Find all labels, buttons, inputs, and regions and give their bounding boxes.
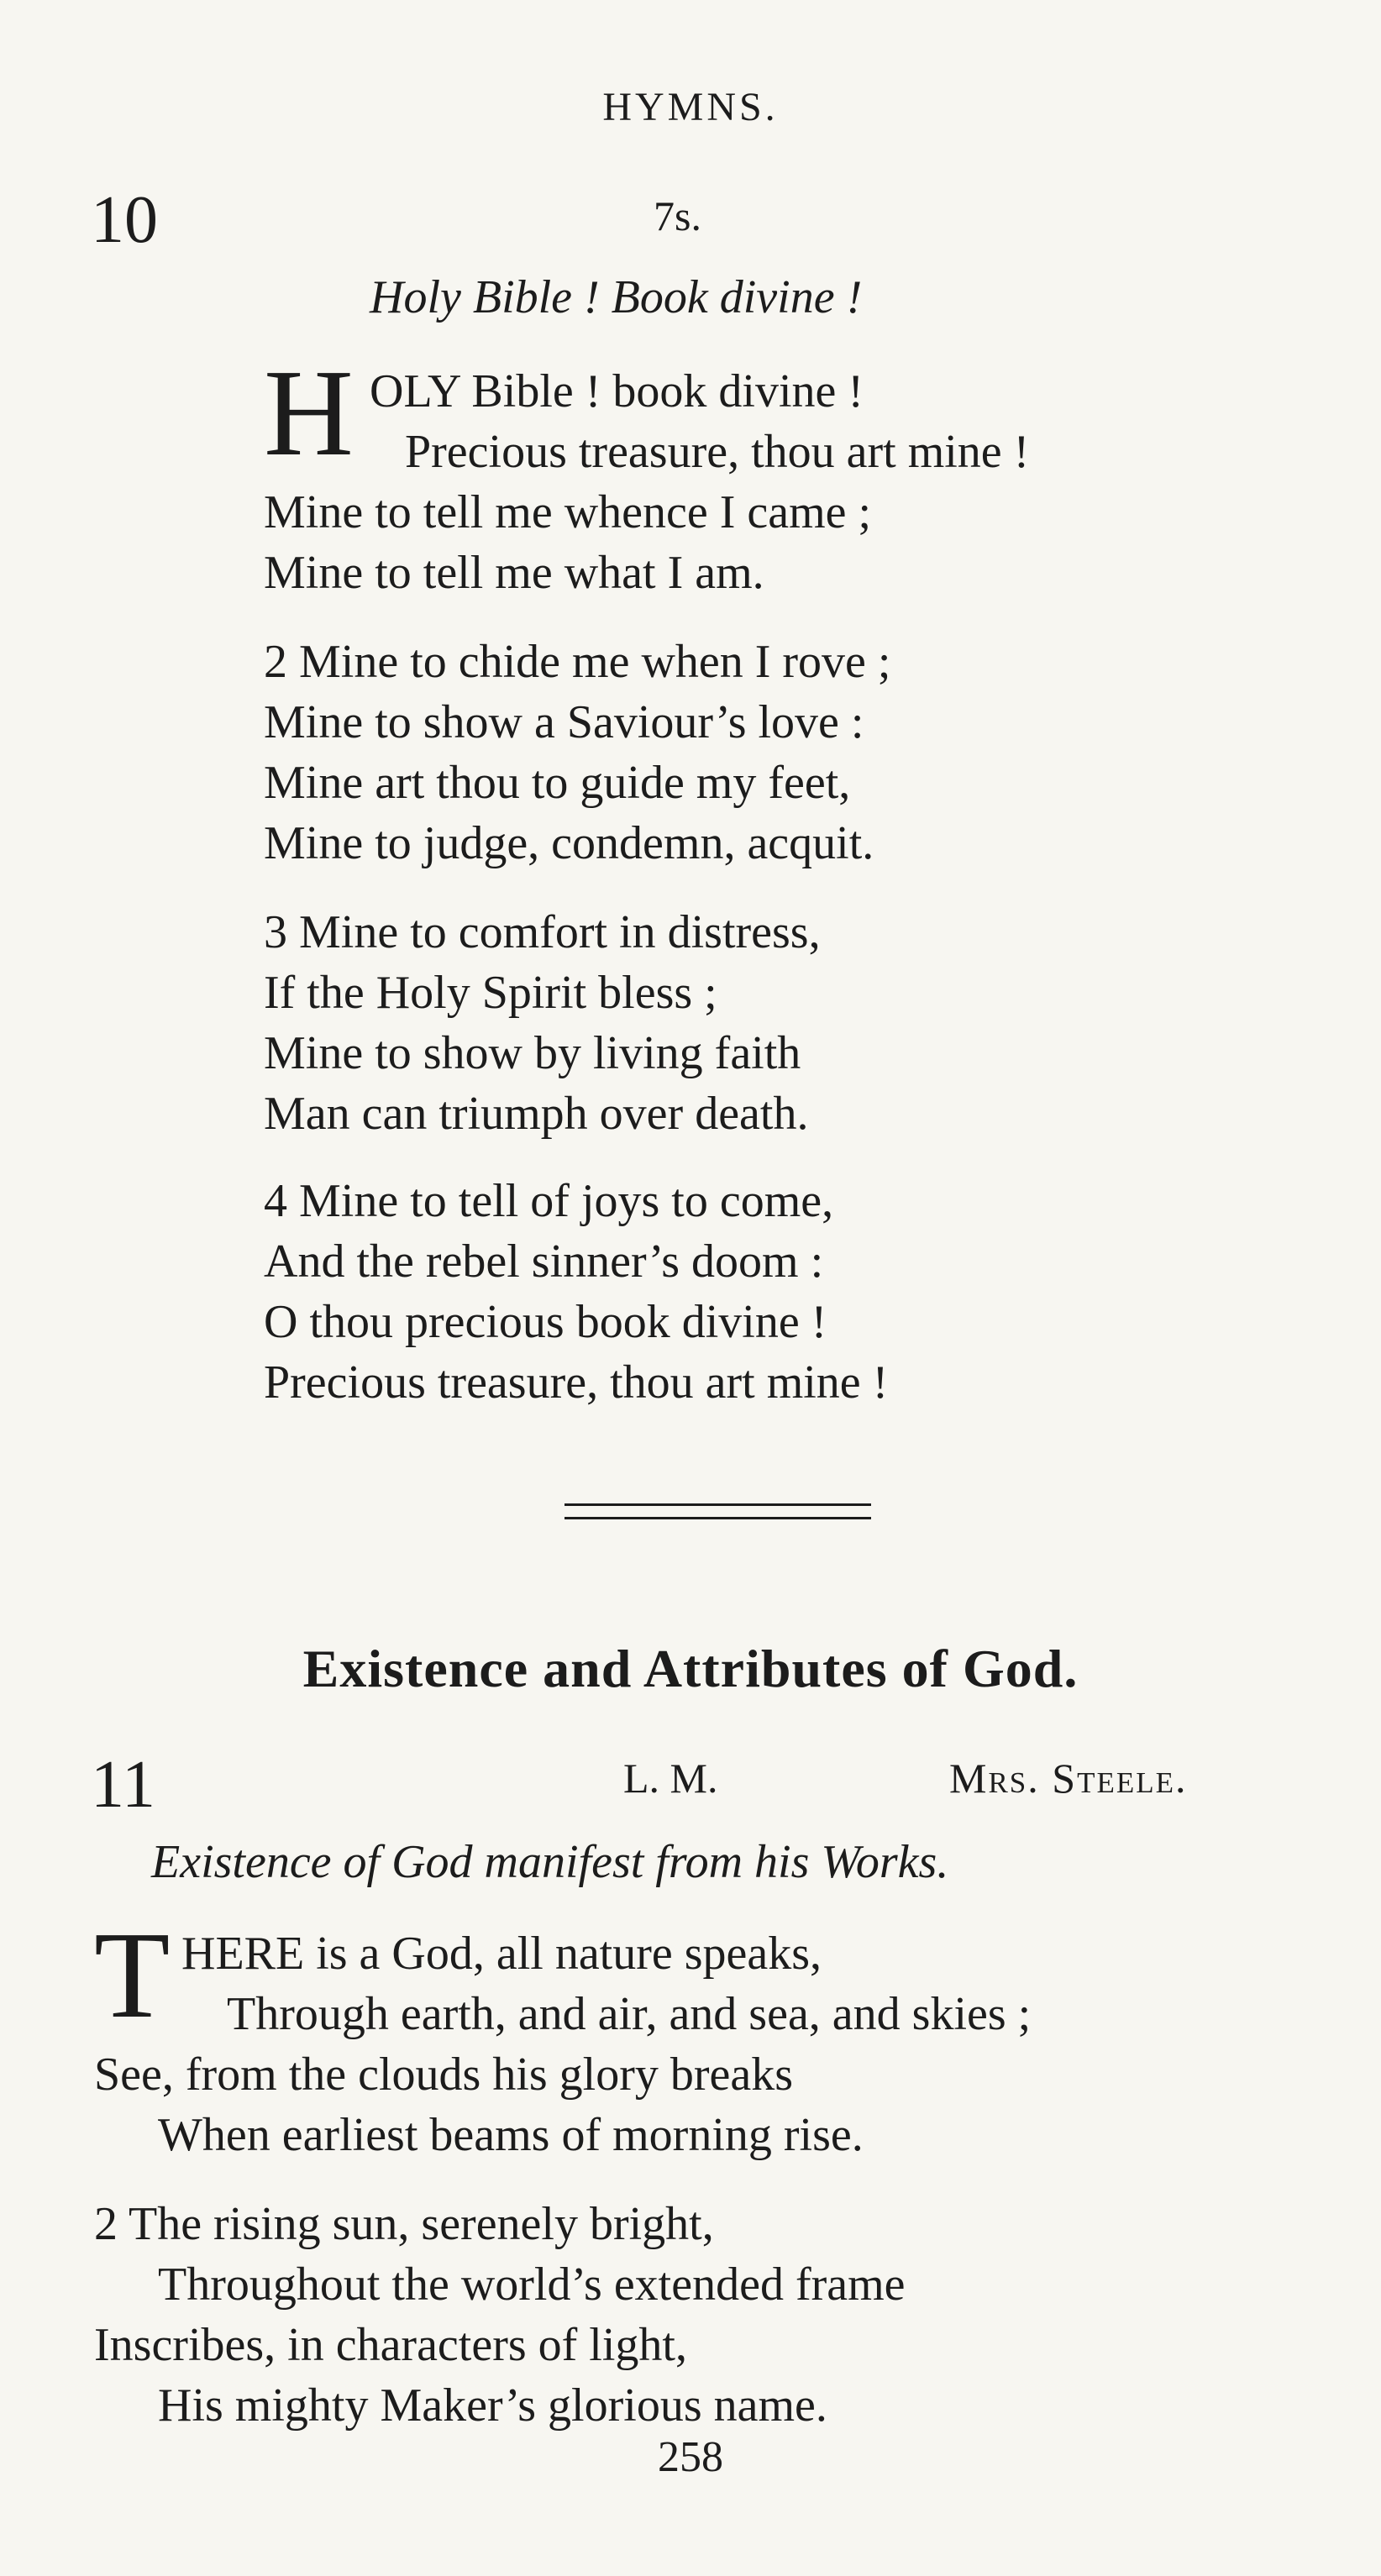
verse-line: Inscribes, in characters of light, bbox=[94, 2319, 687, 2371]
verse-line: Man can triumph over death. bbox=[264, 1088, 809, 1140]
verse-line: HERE is a God, all nature speaks, bbox=[181, 1928, 822, 1980]
verse-line: Mine to tell me what I am. bbox=[264, 547, 764, 599]
hymn-number: 10 bbox=[91, 183, 158, 257]
drop-cap: H bbox=[264, 344, 354, 482]
verse-line: Throughout the world’s extended frame bbox=[158, 2259, 906, 2311]
divider-rule-bottom bbox=[564, 1517, 871, 1519]
verse-line: Through earth, and air, and sea, and skies ; bbox=[227, 1988, 1032, 2040]
verse-line: Mine to show a Saviour’s love : bbox=[264, 696, 864, 748]
verse-line: OLY Bible ! book divine ! bbox=[370, 365, 864, 417]
hymn-meter: 7s. bbox=[654, 192, 701, 239]
hymn-meter: L. M. bbox=[623, 1755, 718, 1802]
verse-line: 4 Mine to tell of joys to come, bbox=[264, 1175, 834, 1227]
verse-line: Mine to show by living faith bbox=[264, 1027, 801, 1079]
divider-rule-top bbox=[564, 1503, 871, 1506]
hymn-number: 11 bbox=[91, 1748, 156, 1822]
hymn-author: Mrs. Steele. bbox=[949, 1755, 1188, 1802]
verse-line: 2 The rising sun, serenely bright, bbox=[94, 2198, 714, 2250]
verse-line: 3 Mine to comfort in distress, bbox=[264, 906, 821, 958]
verse-line: Mine to judge, condemn, acquit. bbox=[264, 817, 874, 869]
verse-line: If the Holy Spirit bless ; bbox=[264, 967, 717, 1019]
page-number: 258 bbox=[658, 2433, 723, 2481]
verse-line: O thou precious book divine ! bbox=[264, 1296, 827, 1348]
verse-line: See, from the clouds his glory breaks bbox=[94, 2049, 794, 2101]
verse-line: Precious treasure, thou art mine ! bbox=[405, 426, 1030, 478]
verse-line: His mighty Maker’s glorious name. bbox=[158, 2379, 827, 2432]
drop-cap: T bbox=[94, 1907, 171, 2044]
verse-line: Mine to tell me whence I came ; bbox=[264, 486, 872, 538]
verse-line: 2 Mine to chide me when I rove ; bbox=[264, 636, 891, 688]
section-heading: Existence and Attributes of God. bbox=[302, 1639, 1079, 1698]
hymn-title: Existence of God manifest from his Works. bbox=[151, 1836, 949, 1888]
hymn-title: Holy Bible ! Book divine ! bbox=[370, 271, 863, 323]
running-header: HYMNS. bbox=[602, 85, 779, 129]
verse-line: Precious treasure, thou art mine ! bbox=[264, 1356, 889, 1409]
verse-line: And the rebel sinner’s doom : bbox=[264, 1236, 824, 1288]
verse-line: Mine art thou to guide my feet, bbox=[264, 757, 851, 809]
verse-line: When earliest beams of morning rise. bbox=[158, 2109, 864, 2161]
